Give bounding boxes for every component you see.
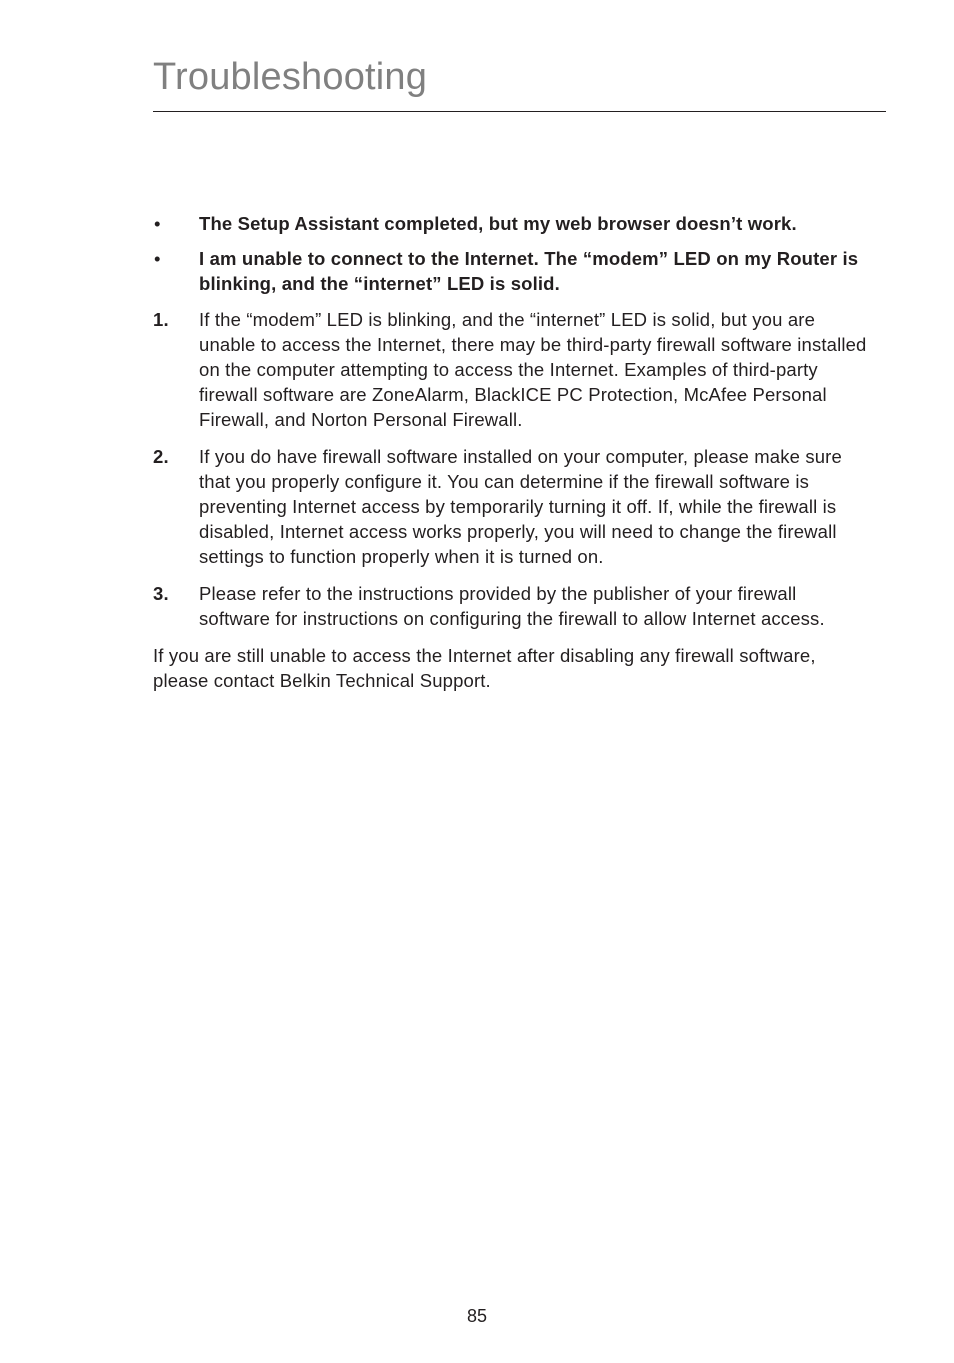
bullet-marker: • xyxy=(154,248,161,270)
symptom-bullet-item xyxy=(153,211,868,236)
step-number: 2. xyxy=(153,445,169,467)
title-divider xyxy=(153,111,886,112)
step-number: 3. xyxy=(153,582,169,604)
symptom-text: I am unable to connect to the Internet. The “modem” LED on my Router is blinking, and the “internet” LED is solid. xyxy=(199,248,859,295)
page-number: 85 xyxy=(466,1306,488,1326)
step-text: If you do have firewall software installed on your computer, please make sure that you properly configure it. You can determine if the firewall software is preventing Internet access by temporarily turning it off. If, while the firewall is disabled, Internet access works properly, you will need to change the firewall settings to function properly when it is turned on. xyxy=(199,445,842,568)
step-text: If the “modem” LED is blinking, and the “internet” LED is solid, but you are unable to access the Internet, there may be third-party firewall software installed on the computer attempting to access the Internet. Examples of third-party firewall software are ZoneAlarm, BlackICE PC Protection, McAfee Personal Firewall, and Norton Personal Firewall. xyxy=(199,308,867,431)
solution-step-3 xyxy=(153,581,868,631)
closing-paragraph: If you are still unable to access the Internet after disabling any firewall software, please contact Belkin Technical Support. xyxy=(153,645,816,692)
step-text: Please refer to the instructions provided by the publisher of your firewall software for instructions on configuring the firewall to allow Internet access. xyxy=(199,582,825,629)
solution-step-2 xyxy=(153,444,868,570)
bullet-marker: • xyxy=(154,213,161,234)
solution-step-1 xyxy=(153,307,868,433)
step-number: 1. xyxy=(153,308,169,330)
troubleshooting-content xyxy=(153,211,868,712)
page-title: Troubleshooting xyxy=(153,56,428,98)
symptom-text: The Setup Assistant completed, but my web browser doesn’t work. xyxy=(199,213,797,234)
symptom-bullet-item xyxy=(153,246,868,296)
